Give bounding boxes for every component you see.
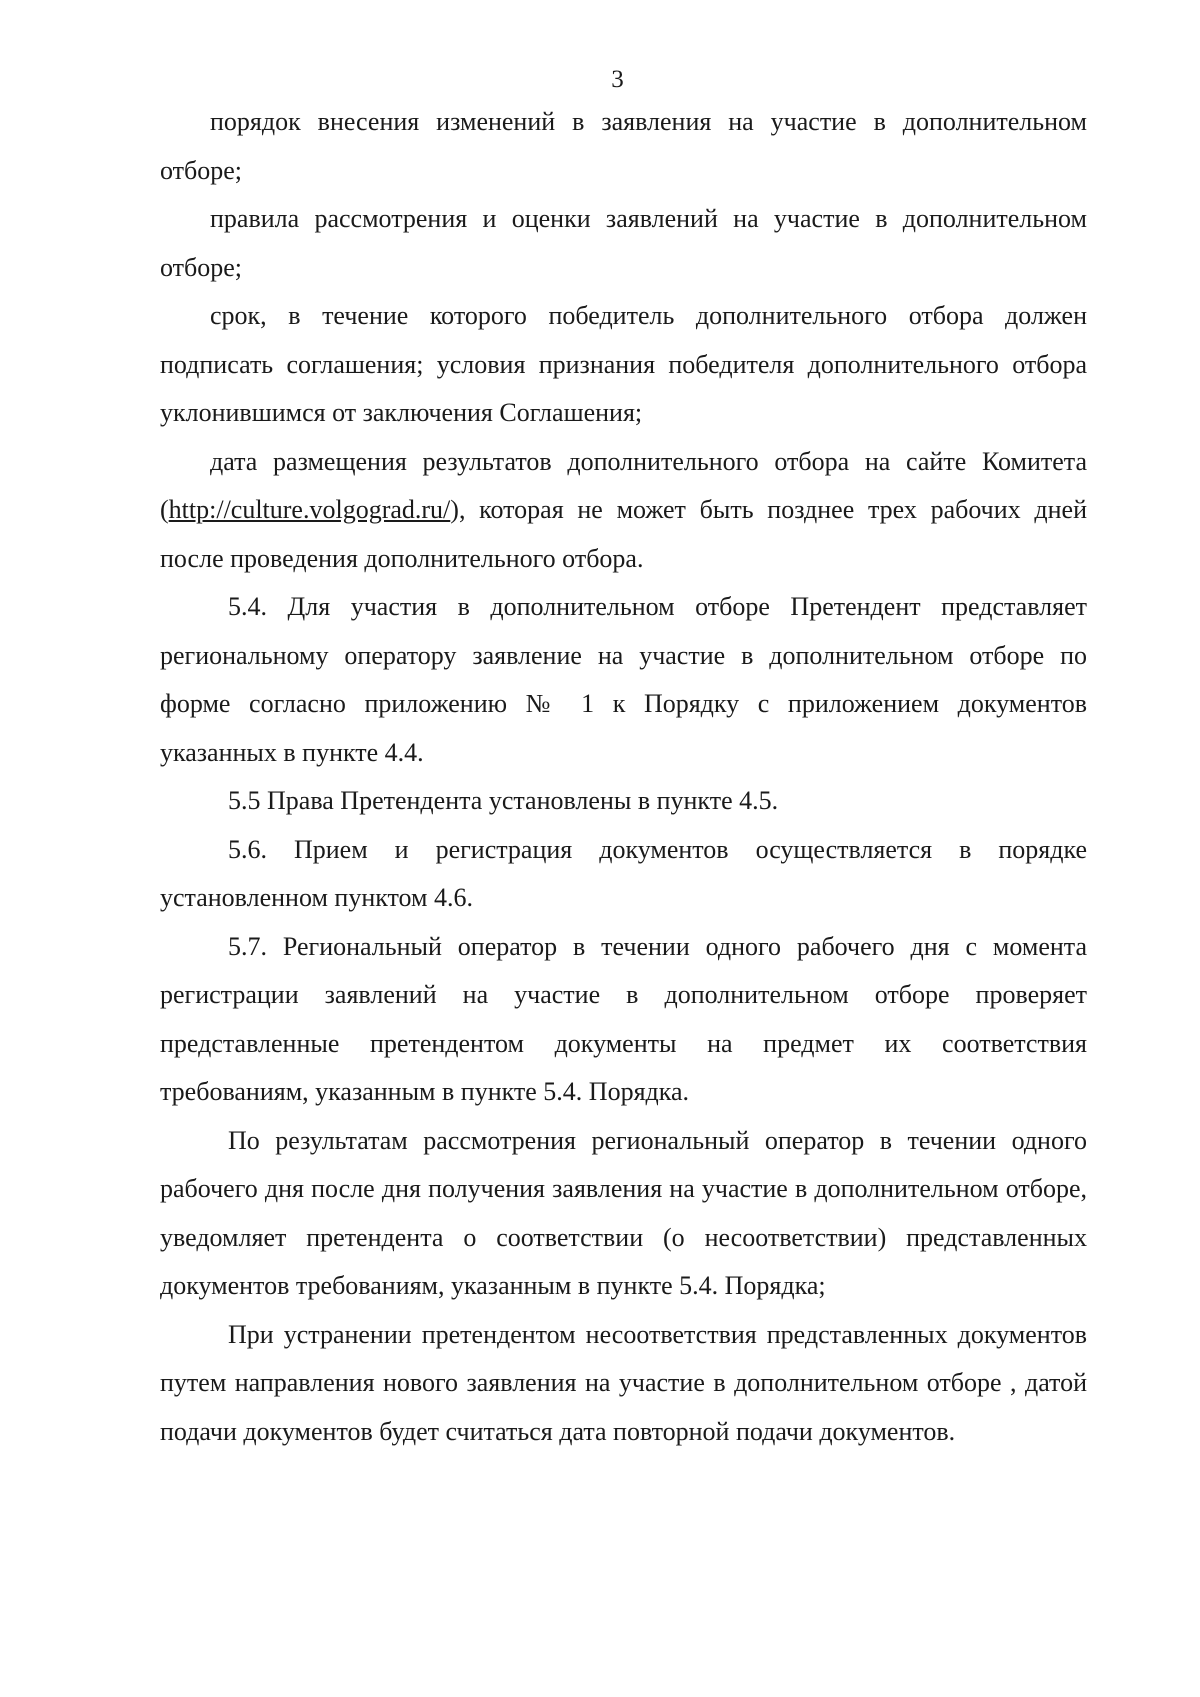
culture-site-link[interactable]: http://culture.volgograd.ru/ bbox=[168, 495, 451, 524]
paragraph-signing-deadline: срок, в течение которого победитель дополнительного отбора должен подписать соглашения; условия признания победителя дополнительного отбора уклонившимся от заключения Соглашения; bbox=[160, 301, 1087, 427]
page-number: 3 bbox=[611, 66, 624, 93]
paragraph-5-7: 5.7. Региональный оператор в течении одного рабочего дня с момента регистрации заявлений на участие в дополнительном отборе проверяет представленные претендентом документы на предмет их соответствия требованиям, указанным в пункте 5.4. Порядка. bbox=[160, 931, 1087, 1106]
paragraph-5-4: 5.4. Для участия в дополнительном отборе Претендент представляет региональному оператору заявление на участие в дополнительном отборе по форме согласно приложению № 1 к Порядку с приложением документов указанных в пункте 4.4. bbox=[160, 592, 1087, 767]
paragraph-results-date bbox=[160, 438, 1087, 584]
paragraph-review-rules: правила рассмотрения и оценки заявлений на участие в дополнительном отборе; bbox=[160, 204, 1087, 282]
paragraph-review-results: По результатам рассмотрения региональный оператор в течении одного рабочего дня после дня получения заявления на участие в дополнительном отборе, уведомляет претендента о соответствии (о несоответствии) представленных документов требованиям, указанным в пункте 5.4. Порядка; bbox=[160, 1125, 1087, 1300]
document-body bbox=[160, 98, 1087, 1456]
paragraph-amendment-procedure: порядок внесения изменений в заявления на участие в дополнительном отборе; bbox=[160, 107, 1087, 185]
results-date-text-after: ), которая не может быть позднее трех рабочих дней после проведения дополнительного отбора. bbox=[160, 495, 1087, 573]
paragraph-resubmission: При устранении претендентом несоответствия представленных документов путем направления нового заявления на участие в дополнительном отборе , датой подачи документов будет считаться дата повторной подачи документов. bbox=[160, 1319, 1087, 1446]
paragraph-5-6: 5.6. Прием и регистрация документов осуществляется в порядке установленном пунктом 4.6. bbox=[160, 834, 1087, 912]
paragraph-5-5: 5.5 Права Претендента установлены в пункте 4.5. bbox=[228, 786, 779, 815]
results-date-text-before: дата размещения результатов дополнительного отбора на сайте Комитета ( bbox=[160, 446, 1087, 524]
